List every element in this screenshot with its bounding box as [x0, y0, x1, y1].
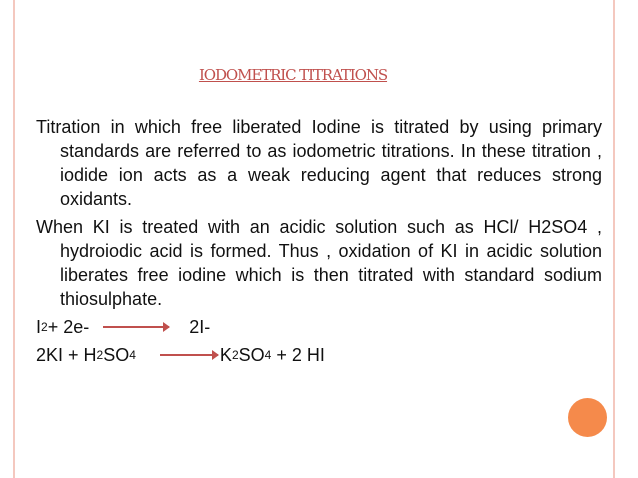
eq2-reactant-subscript2: 4 [129, 348, 136, 362]
eq1-product: 2I- [189, 317, 211, 337]
eq2-reactant-subscript1: 2 [96, 348, 104, 362]
slide-body [36, 115, 602, 371]
equation-ki-sulfuric-acid [36, 343, 602, 367]
eq2-product-subscript2: 4 [264, 348, 272, 362]
paragraph-ki-reaction: When KI is treated with an acidic solution such as HCl/ H2SO4 , hydroiodic acid is formed. Thus , oxidation of KI in acidic solution liberates free iodine which is then titrated with standard sodium thiosulphate. [36, 217, 602, 309]
eq2-reactant-part1: 2KI + H [36, 345, 97, 365]
orange-circle-decoration [568, 398, 607, 437]
eq2-reactant-part2: SO [103, 345, 130, 365]
eq2-product-part3: + 2 HI [271, 345, 325, 365]
eq2-product-subscript1: 2 [231, 348, 239, 362]
slide-title [0, 66, 638, 84]
eq1-reactant-rest: + 2e- [47, 317, 90, 337]
equation-iodine-reduction [36, 315, 602, 339]
reaction-arrow-icon [103, 326, 169, 328]
eq1-reactant-symbol: I [36, 317, 42, 337]
paragraph-definition: Titration in which free liberated Iodine is titrated by using primary standards are referred to as iodometric titrations. In these titration , iodide ion acts as a weak reducing agent that reduces strong oxidants. [36, 117, 602, 209]
slide-title-text: IODOMETRIC TITRATIONS [198, 66, 388, 84]
reaction-arrow-icon [160, 354, 218, 356]
eq2-product-part1: K [219, 345, 232, 365]
eq1-reactant-subscript: 2 [41, 320, 48, 334]
eq2-product-part2: SO [238, 345, 265, 365]
